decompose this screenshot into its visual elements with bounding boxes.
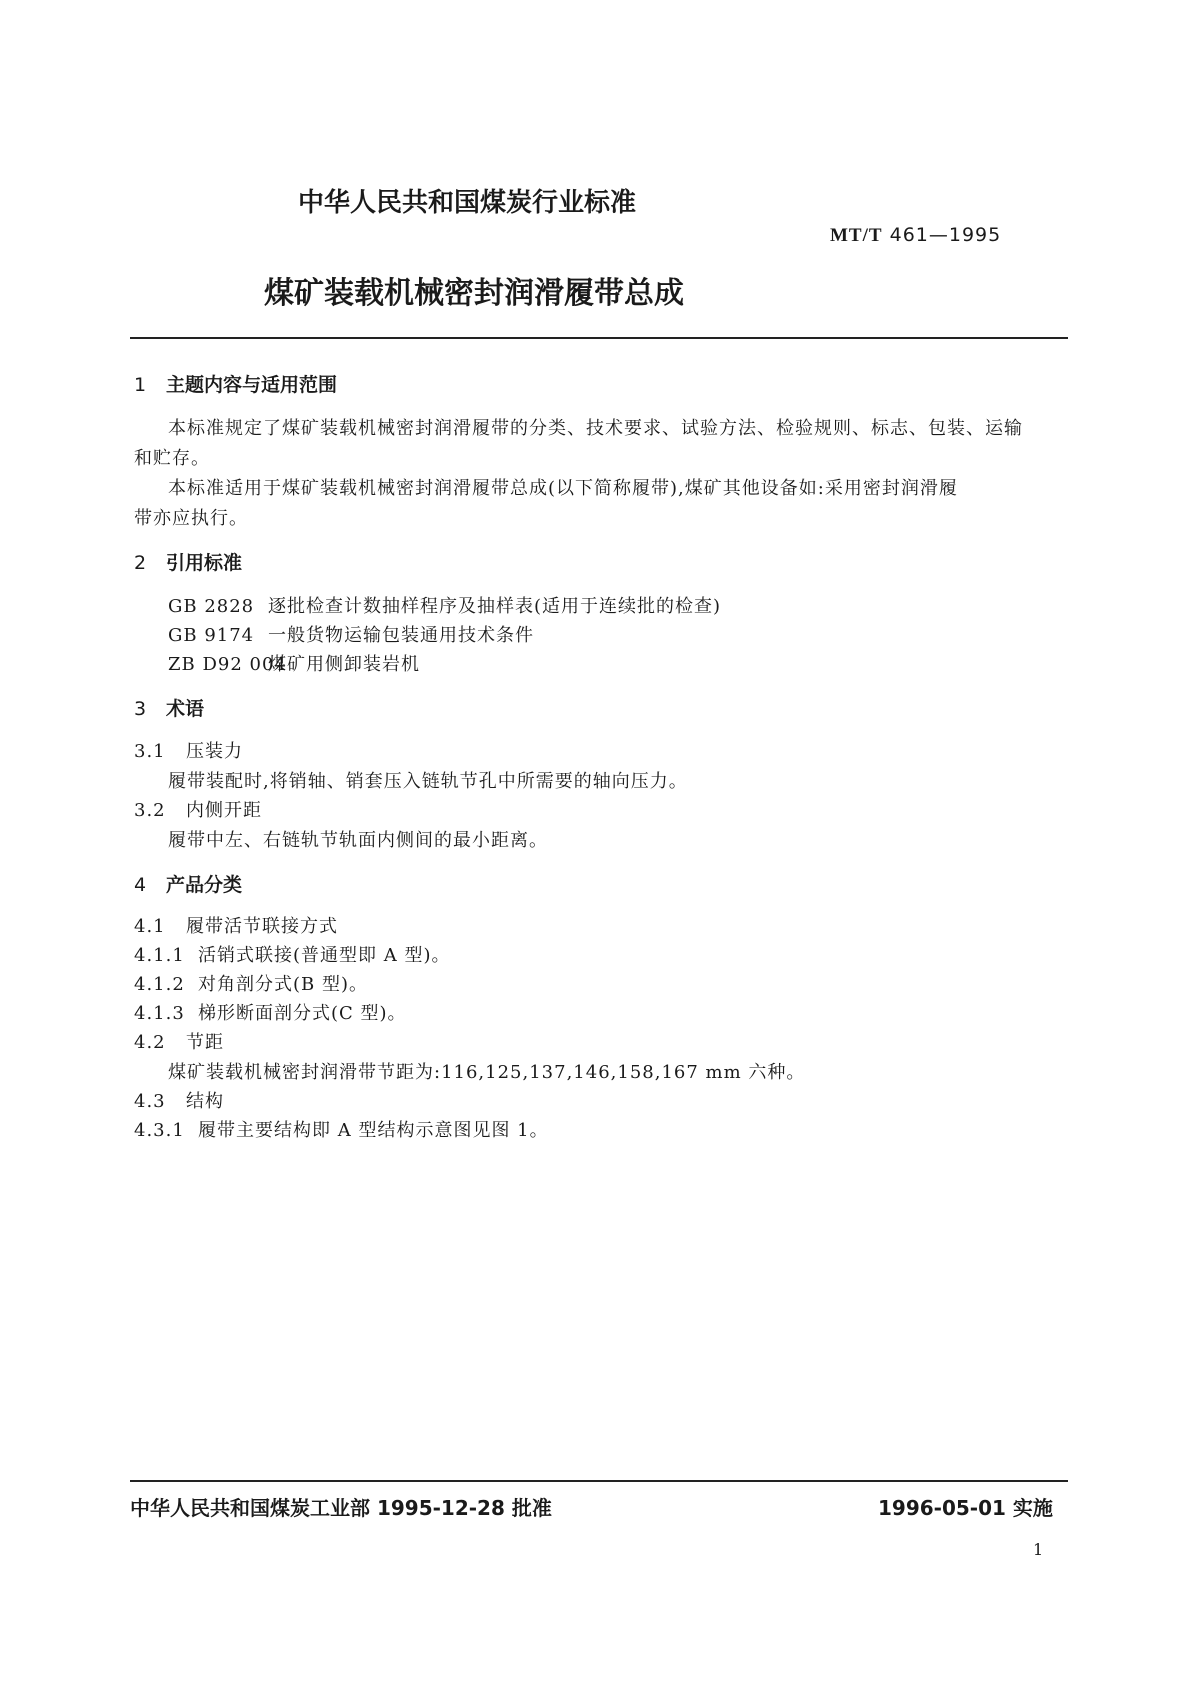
s1-paragraph-1-line-2: 和贮存。 (134, 448, 210, 469)
reference-item (168, 650, 420, 676)
section-1-number: 1 (134, 374, 147, 396)
document-title: 煤矿装载机械密封润滑履带总成 (264, 276, 684, 311)
clause-number: 4.1.3 (134, 1003, 185, 1024)
clause-item (134, 912, 338, 938)
clause-number: 4.2 (134, 1032, 166, 1053)
reference-code: GB 9174 (168, 625, 255, 646)
section-1-heading (134, 370, 337, 397)
section-3-number: 3 (134, 698, 147, 720)
clause-text: 活销式联接(普通型即 A 型)。 (198, 945, 451, 966)
clause-text: 结构 (186, 1091, 224, 1112)
standard-code (830, 224, 1001, 247)
clause-number: 4.3.1 (134, 1120, 185, 1141)
clause-item (134, 1087, 224, 1113)
clause-number: 4.1.2 (134, 974, 185, 995)
clause-item (134, 1116, 549, 1142)
clause-text: 节距 (186, 1032, 224, 1053)
clause-text: 对角剖分式(B 型)。 (198, 974, 368, 995)
clause-number: 4.1 (134, 916, 166, 937)
clause-text: 梯形断面剖分式(C 型)。 (198, 1003, 407, 1024)
term-3-2-definition: 履带中左、右链轨节轨面内侧间的最小距离。 (168, 830, 548, 851)
term-3-1-number: 3.1 (134, 741, 166, 762)
reference-item (168, 621, 534, 647)
clause-item (134, 1028, 224, 1054)
standard-code-prefix: MT/T (830, 225, 883, 246)
clause-item (134, 941, 451, 967)
clause-item (134, 970, 368, 996)
approval-statement: 中华人民共和国煤炭工业部 1995-12-28 批准 (130, 1496, 552, 1520)
section-4-heading (134, 870, 242, 897)
footer-divider (130, 1480, 1068, 1482)
header-divider (130, 337, 1068, 339)
reference-text: 逐批检查计数抽样程序及抽样表(适用于连续批的检查) (268, 596, 722, 617)
section-4-number: 4 (134, 874, 147, 896)
section-3-heading (134, 694, 204, 721)
section-1-title: 主题内容与适用范围 (166, 374, 338, 396)
section-4-title: 产品分类 (166, 874, 243, 896)
section-2-title: 引用标准 (166, 552, 243, 574)
reference-text: 一般货物运输包装通用技术条件 (268, 625, 534, 646)
term-3-1-title: 压装力 (186, 741, 243, 762)
clause-text: 履带活节联接方式 (186, 916, 338, 937)
effective-date: 1996-05-01 实施 (878, 1496, 1053, 1520)
agency-title: 中华人民共和国煤炭行业标准 (298, 188, 637, 218)
clause-item (134, 999, 407, 1025)
reference-code: GB 2828 (168, 596, 255, 617)
clause-text: 履带主要结构即 A 型结构示意图见图 1。 (198, 1120, 549, 1141)
term-3-1-definition: 履带装配时,将销轴、销套压入链轨节孔中所需要的轴向压力。 (168, 771, 688, 792)
section-2-heading (134, 548, 242, 575)
term-3-2-number: 3.2 (134, 800, 166, 821)
clause-number: 4.3 (134, 1091, 166, 1112)
clause-number: 4.1.1 (134, 945, 185, 966)
page-number: 1 (1033, 1540, 1044, 1559)
section-2-number: 2 (134, 552, 147, 574)
reference-item (168, 592, 721, 618)
reference-code: ZB D92 004 (168, 654, 287, 675)
s1-paragraph-2-line-1: 本标准适用于煤矿装载机械密封润滑履带总成(以下简称履带),煤矿其他设备如:采用密封润滑履 (168, 478, 958, 499)
term-3-2-title: 内侧开距 (186, 800, 262, 821)
term-3-1-heading (134, 737, 243, 763)
pitch-description: 煤矿装载机械密封润滑带节距为:116,125,137,146,158,167 mm 六种。 (168, 1062, 806, 1083)
s1-paragraph-1-line-1: 本标准规定了煤矿装载机械密封润滑履带的分类、技术要求、试验方法、检验规则、标志、包装、运输 (168, 418, 1023, 439)
term-3-2-heading (134, 796, 262, 822)
standard-code-number: 461—1995 (889, 224, 1002, 246)
section-3-title: 术语 (166, 698, 205, 720)
s1-paragraph-2-line-2: 带亦应执行。 (134, 508, 248, 529)
reference-text: 煤矿用侧卸装岩机 (268, 654, 420, 675)
